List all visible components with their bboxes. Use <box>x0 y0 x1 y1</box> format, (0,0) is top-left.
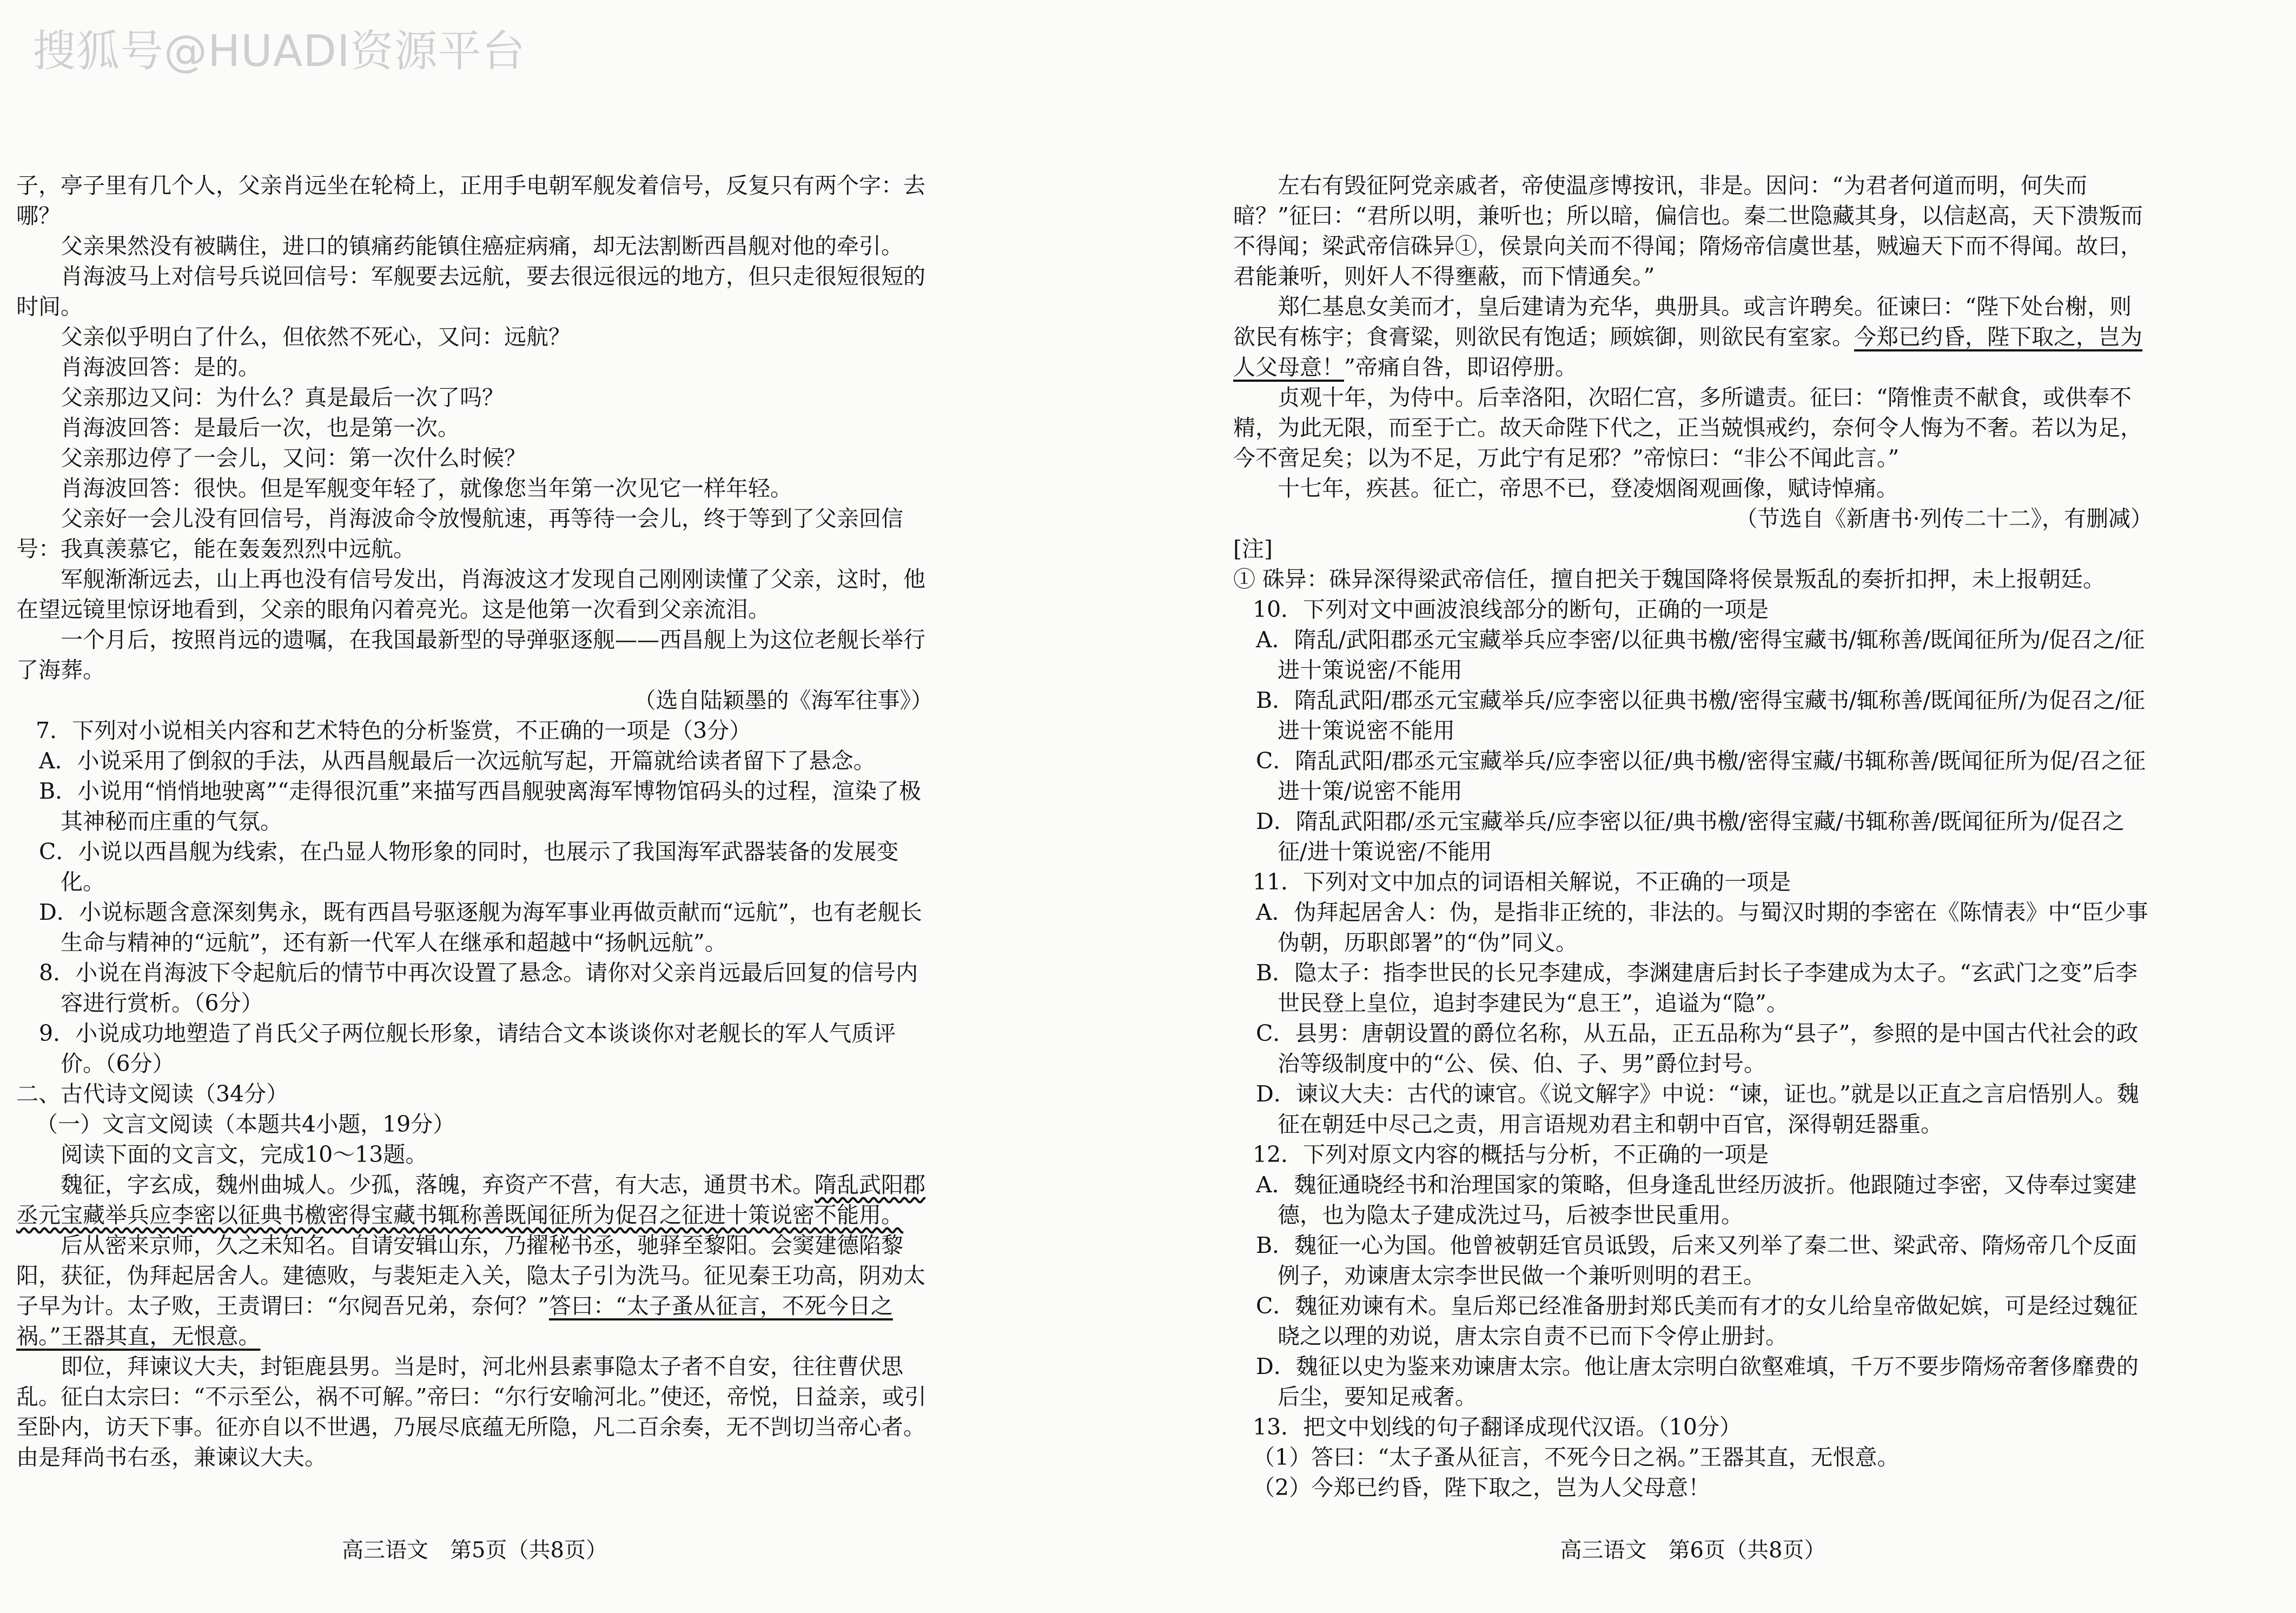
story-paragraph: 军舰渐渐远去，山上再也没有信号发出，肖海波这才发现自己刚刚读懂了父亲，这时，他在望远镜里惊讶地看到，父亲的眼角闪着亮光。这是他第一次看到父亲流泪。 <box>16 566 925 622</box>
story-paragraph: 肖海波回答：是最后一次，也是第一次。 <box>61 415 460 441</box>
plain-text: 郑仁基息女美而才，皇后建请为充华，典册具。或言许聘矣。征谏曰：“陛下处台榭，则欲民有栋宇；食膏粱，则欲民有饱适；顾嫔御，则欲民有室家。 <box>1233 294 2132 350</box>
q7-option-b: B．小说用“悄悄地驶离”“走得很沉重”来描写西昌舰驶离海军博物馆码头的过程，渲染了极其神秘而庄重的气氛。 <box>39 778 921 834</box>
underlined-text: 答曰：“太子蚤从征言，不死今日之祸。”王器其直，无恨意。 <box>16 1293 893 1349</box>
q12-option-b: B．魏征一心为国。他曾被朝廷官员诋毁，后来又列举了秦二世、梁武帝、隋炀帝几个反面例子，劝谏唐太宗李世民做一个兼听则明的君王。 <box>1256 1232 2138 1289</box>
wavy-underlined-text: 隋乱武阳郡丞元宝藏举兵应李密以征典书檄密得宝藏书辄称善既闻征所为促召之征进十策说密不能用。 <box>16 1172 925 1228</box>
question-10: 10．下列对文中画波浪线部分的断句，正确的一项是 <box>1253 596 1769 622</box>
passage-source: （节选自《新唐书·列传二十二》，有删减） <box>1735 506 2153 532</box>
note-1: ① 硃异：硃异深得梁武帝信任，擅自把关于魏国降将侯景叛乱的奏折扣押，未上报朝廷。 <box>1233 566 2106 592</box>
q12-option-a: A．魏征通晓经书和治理国家的策略，但身逢乱世经历波折。他跟随过李密，又侍奉过窦建德，也为隐太子建成洗过马，后被李世民重用。 <box>1256 1172 2137 1228</box>
q12-option-c: C．魏征劝谏有术。皇后郑已经准备册封郑氏美而有才的女儿给皇帝做妃嫔，可是经过魏征晓之以理的劝说，唐太宗自责不已而下令停止册封。 <box>1256 1293 2138 1349</box>
q10-option-b: B．隋乱武阳/郡丞元宝藏举兵/应李密以征典书檄/密得宝藏书/辄称善/既闻征所/为促召之/征进十策说密不能用 <box>1256 687 2145 744</box>
story-paragraph: 肖海波回答：是的。 <box>61 354 260 380</box>
story-paragraph: 父亲好一会儿没有回信号，肖海波命令放慢航速，再等待一会儿，终于等到了父亲回信号：我真羡慕它，能在轰轰烈烈中远航。 <box>16 506 903 562</box>
q11-option-d: D．谏议大夫：古代的谏官。《说文解字》中说：“谏，证也。”就是以正直之言启悟别人。魏征在朝廷中尽己之责，用言语规劝君主和朝中百官，深得朝廷器重。 <box>1256 1081 2139 1137</box>
question-13-part-1: （1）答曰：“太子蚤从征言，不死今日之祸。”王器其直，无恨意。 <box>1253 1444 1900 1470</box>
underlined-text: 今郑已约昏，陛下取之，岂为人父母意！ <box>1233 324 2142 380</box>
exam-page-6 <box>1233 170 2153 1503</box>
story-paragraph: 父亲那边停了一会儿，又问：第一次什么时候？ <box>61 445 526 471</box>
q7-option-d: D．小说标题含意深刻隽永，既有西昌号驱逐舰为海军事业再做贡献而“远航”，也有老舰长生命与精神的“远航”，还有新一代军人在继承和超越中“扬帆远航”。 <box>39 899 922 955</box>
section-heading: 二、古代诗文阅读（34分） <box>16 1081 289 1107</box>
story-source: （选自陆颖墨的《海军往事》） <box>633 687 933 713</box>
classical-paragraph-7: 十七年，疾甚。征亡，帝思不已，登凌烟阁观画像，赋诗悼痛。 <box>1278 475 1898 501</box>
plain-text: 魏征，字玄成，魏州曲城人。少孤，落魄，弃资产不营，有大志，通贯书术。 <box>61 1172 815 1198</box>
q7-option-c: C．小说以西昌舰为线索，在凸显人物形象的同时，也展示了我国海军武器装备的发展变化。 <box>39 839 899 895</box>
question-7: 7．下列对小说相关内容和艺术特色的分析鉴赏，不正确的一项是（3分） <box>36 718 752 744</box>
classical-paragraph-1 <box>16 1170 933 1230</box>
classical-paragraph-2 <box>16 1230 933 1351</box>
story-paragraph: 肖海波马上对信号兵说回信号：军舰要去远航，要去很远很远的地方，但只走很短很短的时间。 <box>16 263 925 320</box>
exam-page-5 <box>16 170 933 1472</box>
classical-paragraph-3: 即位，拜谏议大夫，封钜鹿县男。当是时，河北州县素事隐太子者不自安，往往曹伏思乱。征白太宗曰：“不示至公，祸不可解。”帝曰：“尔行安喻河北。”使还，帝悦，日益亲，或引至卧内，访天下事。征亦自以不世遇，乃展尽底蕴无所隐，凡二百余奏，无不剀切当帝心者。由是拜尚书右丞，兼谏议大夫。 <box>16 1353 927 1470</box>
note-heading: [注] <box>1233 536 1273 562</box>
page-footer-right: 高三语文 第6页（共8页） <box>1560 1538 1826 1563</box>
subsection-heading: （一）文言文阅读（本题共4小题，19分） <box>36 1111 455 1137</box>
q11-option-b: B．隐太子：指李世民的长兄李建成，李渊建唐后封长子李建成为太子。“玄武门之变”后李世民登上皇位，追封李建民为“息王”，追谥为“隐”。 <box>1256 960 2138 1016</box>
q10-option-c: C．隋乱武阳/郡丞元宝藏举兵/应李密以征/典书檄/密得宝藏/书辄称善/既闻征所为促/召之征进十策/说密不能用 <box>1256 748 2146 804</box>
classical-paragraph-6: 贞观十年，为侍中。后幸洛阳，次昭仁宫，多所谴责。征曰：“隋惟责不献食，或供奉不精，为此无限，而至于亡。故天命陛下代之，正当兢惧戒约，奈何令人悔为不奢。若以为足，今不啻足矣；以为不足，万此宁有足邪？”帝惊曰：“非公不闻此言。” <box>1233 384 2142 471</box>
reading-instruction: 阅读下面的文言文，完成10～13题。 <box>61 1141 428 1167</box>
story-paragraph: 肖海波回答：很快。但是军舰变年轻了，就像您当年第一次见它一样年轻。 <box>61 475 792 501</box>
plain-text: 后从密来京师，久之未知名。自请安辑山东，乃擢秘书丞，驰驿至黎阳。会窦建德陷黎阳，获征，伪拜起居舍人。建德败，与裴矩走入关，隐太子引为洗马。征见秦王功高，阴劝太子早为计。太子败，王责谓曰：“尔阋吾兄弟，奈何？” <box>16 1232 925 1319</box>
story-paragraph: 父亲那边又问：为什么？真是最后一次了吗？ <box>61 384 504 410</box>
story-paragraph: 父亲果然没有被瞒住，进口的镇痛药能镇住癌症病痛，却无法割断西昌舰对他的牵引。 <box>61 233 903 259</box>
question-11: 11．下列对文中加点的词语相关解说，不正确的一项是 <box>1253 869 1791 895</box>
question-13: 13．把文中划线的句子翻译成现代汉语。（10分） <box>1253 1414 1742 1440</box>
question-8: 8．小说在肖海波下令起航后的情节中再次设置了悬念。请你对父亲肖远最后回复的信号内容进行赏析。（6分） <box>39 960 918 1016</box>
q10-option-d: D．隋乱武阳郡/丞元宝藏举兵/应李密以征/典书檄/密得宝藏/书辄称善/既闻征所为/促召之征/进十策说密/不能用 <box>1256 808 2125 865</box>
q12-option-d: D．魏征以史为鉴来劝谏唐太宗。他让唐太宗明白欲壑难填，千万不要步隋炀帝奢侈靡费的后尘，要知足戒奢。 <box>1256 1353 2139 1410</box>
story-paragraph: 一个月后，按照肖远的遗嘱，在我国最新型的导弹驱逐舰——西昌舰上为这位老舰长举行了海葬。 <box>16 627 925 683</box>
page-footer-left: 高三语文 第5页（共8页） <box>342 1538 607 1563</box>
question-9: 9．小说成功地塑造了肖氏父子两位舰长形象，请结合文本谈谈你对老舰长的军人气质评价。（6分） <box>39 1020 896 1077</box>
classical-paragraph-5 <box>1233 291 2153 382</box>
watermark-text: 搜狐号@HUADI资源平台 <box>32 26 526 76</box>
question-13-part-2: （2）今郑已约昏，陛下取之，岂为人父母意！ <box>1253 1475 1711 1501</box>
classical-paragraph-4: 左右有毁征阿党亲戚者，帝使温彦博按讯，非是。因问：“为君者何道而明，何失而暗？”征曰：“君所以明，兼听也；所以暗，偏信也。秦二世隐藏其身，以信赵高，天下溃叛而不得闻；梁武帝信硃异①，侯景向关而不得闻；隋炀帝信虞世基，贼遍天下而不得闻。故曰，君能兼听，则奸人不得壅蔽，而下情通矣。” <box>1233 172 2143 289</box>
q11-option-a: A．伪拜起居舍人：伪，是指非正统的，非法的。与蜀汉时期的李密在《陈情表》中“臣少事伪朝，历职郎署”的“伪”同义。 <box>1256 899 2148 955</box>
q10-option-a: A．隋乱/武阳郡丞元宝藏举兵应李密/以征典书檄/密得宝藏书/辄称善/既闻征所为/促召之/征进十策说密/不能用 <box>1256 627 2145 683</box>
q11-option-c: C．县男：唐朝设置的爵位名称，从五品，正五品称为“县子”，参照的是中国古代社会的政治等级制度中的“公、侯、伯、子、男”爵位封号。 <box>1256 1020 2139 1077</box>
story-paragraph: 子，亭子里有几个人，父亲肖远坐在轮椅上，正用手电朝军舰发着信号，反复只有两个字：去哪？ <box>16 172 925 229</box>
story-paragraph: 父亲似乎明白了什么，但依然不死心，又问：远航？ <box>61 324 571 350</box>
question-12: 12．下列对原文内容的概括与分析，不正确的一项是 <box>1253 1141 1769 1167</box>
plain-text: ”帝痛自咎，即诏停册。 <box>1344 354 1577 380</box>
q7-option-a: A．小说采用了倒叙的手法，从西昌舰最后一次远航写起，开篇就给读者留下了悬念。 <box>39 748 876 774</box>
